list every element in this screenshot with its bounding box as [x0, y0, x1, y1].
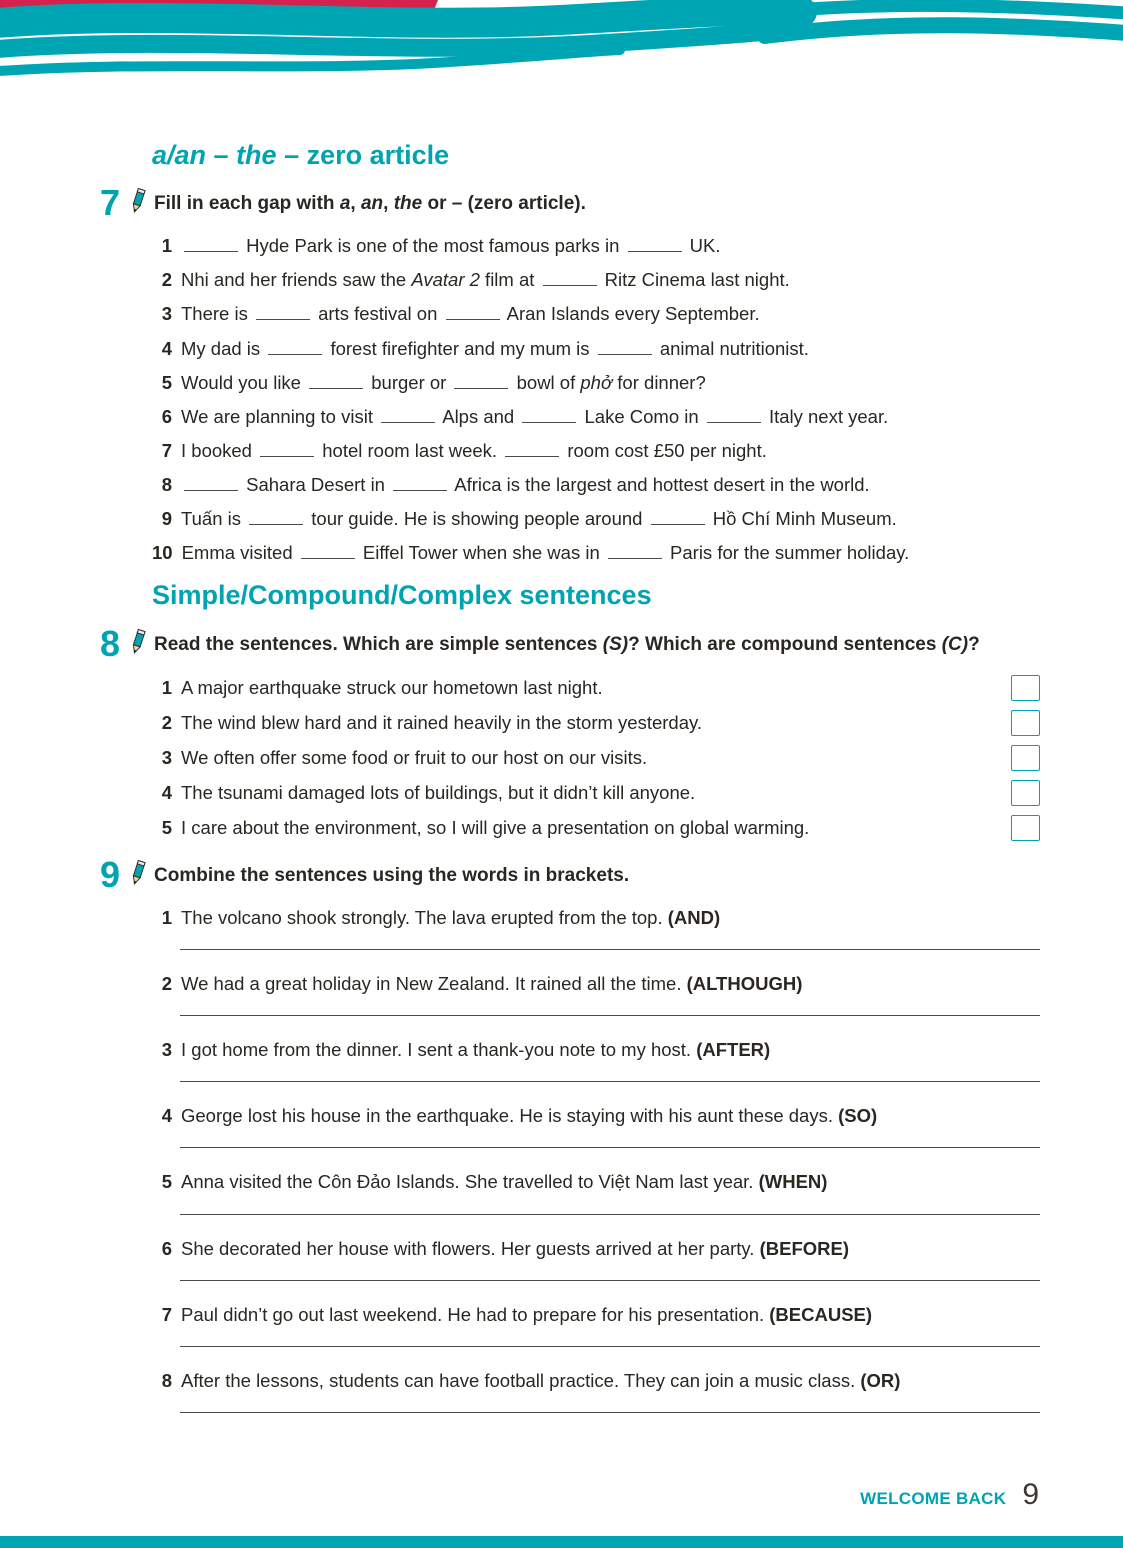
exercise-item: [152, 337, 1040, 360]
answer-line[interactable]: [180, 1147, 1040, 1148]
answer-blank[interactable]: [598, 354, 652, 355]
exercise-item: [152, 473, 1040, 496]
item-number: 5: [161, 817, 172, 839]
answer-blank[interactable]: [256, 319, 310, 320]
item-text: We had a great holiday in New Zealand. It rained all the time. (ALTHOUGH): [181, 973, 803, 995]
exercise-item: [152, 1170, 1040, 1193]
item-text: We are planning to visit Alps and Lake Como in Italy next year.: [181, 405, 889, 427]
item-text: I got home from the dinner. I sent a thank-you note to my host. (AFTER): [181, 1039, 771, 1061]
answer-blank[interactable]: [301, 558, 355, 559]
exercise-item: [152, 1237, 1040, 1260]
exercise-item: [152, 405, 1040, 428]
item-text: After the lessons, students can have football practice. They can join a music class. (OR): [181, 1369, 901, 1391]
item-number: 3: [161, 1039, 172, 1061]
item-text: My dad is forest firefighter and my mum is animal nutritionist.: [181, 337, 809, 359]
answer-line[interactable]: [180, 949, 1040, 950]
item-text: She decorated her house with flowers. Her guests arrived at her party. (BEFORE): [181, 1237, 850, 1259]
answer-blank[interactable]: [651, 524, 705, 525]
item-text: Paul didn’t go out last weekend. He had to prepare for his presentation. (BECAUSE): [181, 1303, 873, 1325]
answer-blank[interactable]: [309, 388, 363, 389]
item-number: 4: [161, 1105, 172, 1127]
item-text: I booked hotel room last week. room cost £50 per night.: [181, 439, 767, 461]
item-text: The wind blew hard and it rained heavily in the storm yesterday.: [181, 712, 703, 734]
item-text: Sahara Desert in Africa is the largest and hottest desert in the world.: [181, 473, 1040, 496]
item-number: 8: [161, 1369, 172, 1391]
exercise-8-instruction: Read the sentences. Which are simple sentences (S)? Which are compound sentences (C)?: [154, 633, 980, 655]
exercise-item: [152, 972, 1040, 995]
item-text: Hyde Park is one of the most famous parks in UK.: [181, 234, 1040, 257]
answer-line[interactable]: [180, 1214, 1040, 1215]
answer-line[interactable]: [180, 1346, 1040, 1347]
answer-line[interactable]: [180, 1015, 1040, 1016]
item-number: 8: [161, 474, 172, 496]
pencil-icon: [128, 188, 152, 220]
item-text: Would you like burger or bowl of phở for dinner?: [181, 371, 706, 393]
answer-blank[interactable]: [543, 285, 597, 286]
pencil-icon: [128, 629, 152, 661]
item-text: I care about the environment, so I will give a presentation on global warming.: [181, 817, 810, 839]
answer-checkbox[interactable]: [1011, 710, 1040, 736]
exercise-item: [152, 1104, 1040, 1127]
answer-checkbox[interactable]: [1011, 780, 1040, 806]
exercise-7-header: [100, 182, 1040, 224]
exercise-8-number: 8: [100, 622, 121, 664]
item-number: 4: [161, 782, 172, 804]
page-number: 9: [1022, 1478, 1039, 1511]
page-footer: [860, 1478, 1039, 1512]
item-text: The volcano shook strongly. The lava erupted from the top. (AND): [181, 906, 721, 928]
answer-line[interactable]: [180, 1412, 1040, 1413]
answer-blank[interactable]: [522, 422, 576, 423]
exercise-item: [152, 780, 1040, 806]
answer-line[interactable]: [180, 1280, 1040, 1281]
answer-blank[interactable]: [381, 422, 435, 423]
footer-section-label: WELCOME BACK: [860, 1489, 1007, 1508]
exercise-item: [152, 302, 1040, 325]
answer-blank[interactable]: [249, 524, 303, 525]
item-text: The tsunami damaged lots of buildings, but it didn’t kill anyone.: [181, 782, 696, 804]
exercise-item: [152, 234, 1040, 257]
answer-blank[interactable]: [260, 456, 314, 457]
item-text: There is arts festival on Aran Islands every September.: [181, 303, 760, 325]
exercise-7-instruction: Fill in each gap with a, an, the or – (zero article).: [154, 193, 586, 215]
exercise-item: [152, 906, 1040, 929]
section-title-sentences: Simple/Compound/Complex sentences: [152, 580, 652, 611]
answer-blank[interactable]: [454, 388, 508, 389]
pencil-icon: [128, 860, 152, 892]
item-number: 10: [152, 542, 173, 564]
answer-blank[interactable]: [184, 490, 238, 491]
answer-blank[interactable]: [608, 558, 662, 559]
answer-blank[interactable]: [184, 251, 238, 252]
item-number: 5: [161, 1171, 172, 1193]
item-number: 4: [161, 337, 172, 359]
item-number: 3: [161, 747, 172, 769]
exercise-9-header: [100, 853, 1040, 895]
exercise-7-number: 7: [100, 182, 121, 224]
page-content: [100, 140, 1040, 1435]
item-number: 5: [161, 371, 172, 393]
exercise-item: [152, 268, 1040, 291]
answer-blank[interactable]: [268, 354, 322, 355]
exercise-item: [152, 745, 1040, 771]
item-text: A major earthquake struck our hometown last night.: [181, 677, 603, 699]
item-number: 6: [161, 405, 172, 427]
item-number: 3: [161, 303, 172, 325]
item-text: Nhi and her friends saw the Avatar 2 film at Ritz Cinema last night.: [181, 269, 790, 291]
item-text: George lost his house in the earthquake. He is staying with his aunt these days. (SO): [181, 1105, 878, 1127]
item-number: 1: [161, 235, 172, 257]
exercise-item: [152, 541, 1040, 564]
exercise-item: [152, 507, 1040, 530]
answer-blank[interactable]: [505, 456, 559, 457]
answer-blank[interactable]: [628, 251, 682, 252]
exercise-item: [152, 1369, 1040, 1392]
exercise-item: [152, 675, 1040, 701]
exercise-item: [152, 439, 1040, 462]
exercise-9-number: 9: [100, 853, 121, 895]
item-text: Emma visited Eiffel Tower when she was in Paris for the summer holiday.: [181, 542, 910, 564]
exercise-item: [152, 710, 1040, 736]
answer-blank[interactable]: [707, 422, 761, 423]
item-number: 2: [161, 973, 172, 995]
item-text: Tuấn is tour guide. He is showing people around Hồ Chí Minh Museum.: [181, 508, 897, 530]
item-number: 1: [161, 906, 172, 928]
exercise-item: [152, 371, 1040, 394]
exercise-9-items: [152, 906, 1040, 1413]
exercise-7-items: [152, 234, 1040, 564]
answer-blank[interactable]: [393, 490, 447, 491]
answer-blank[interactable]: [446, 319, 500, 320]
exercise-9-instruction: Combine the sentences using the words in brackets.: [154, 864, 630, 886]
item-text: We often offer some food or fruit to our host on our visits.: [181, 747, 648, 769]
exercise-item: [152, 1303, 1040, 1326]
item-text: Anna visited the Côn Đảo Islands. She travelled to Việt Nam last year. (WHEN): [181, 1171, 828, 1193]
section-title-articles: a/an – the – zero article: [152, 140, 450, 170]
item-number: 7: [161, 439, 172, 461]
item-number: 6: [161, 1237, 172, 1259]
exercise-item: [152, 815, 1040, 841]
item-number: 7: [161, 1303, 172, 1325]
bottom-teal-bar: [0, 1536, 1123, 1548]
item-number: 2: [161, 712, 172, 734]
item-number: 9: [161, 508, 172, 530]
answer-checkbox[interactable]: [1011, 745, 1040, 771]
exercise-8-header: [100, 622, 1040, 664]
exercise-item: [152, 1038, 1040, 1061]
answer-checkbox[interactable]: [1011, 675, 1040, 701]
answer-line[interactable]: [180, 1081, 1040, 1082]
exercise-8-items: [152, 675, 1040, 841]
top-banner-art: [0, 0, 1123, 95]
answer-checkbox[interactable]: [1011, 815, 1040, 841]
item-number: 2: [161, 269, 172, 291]
item-number: 1: [161, 677, 172, 699]
